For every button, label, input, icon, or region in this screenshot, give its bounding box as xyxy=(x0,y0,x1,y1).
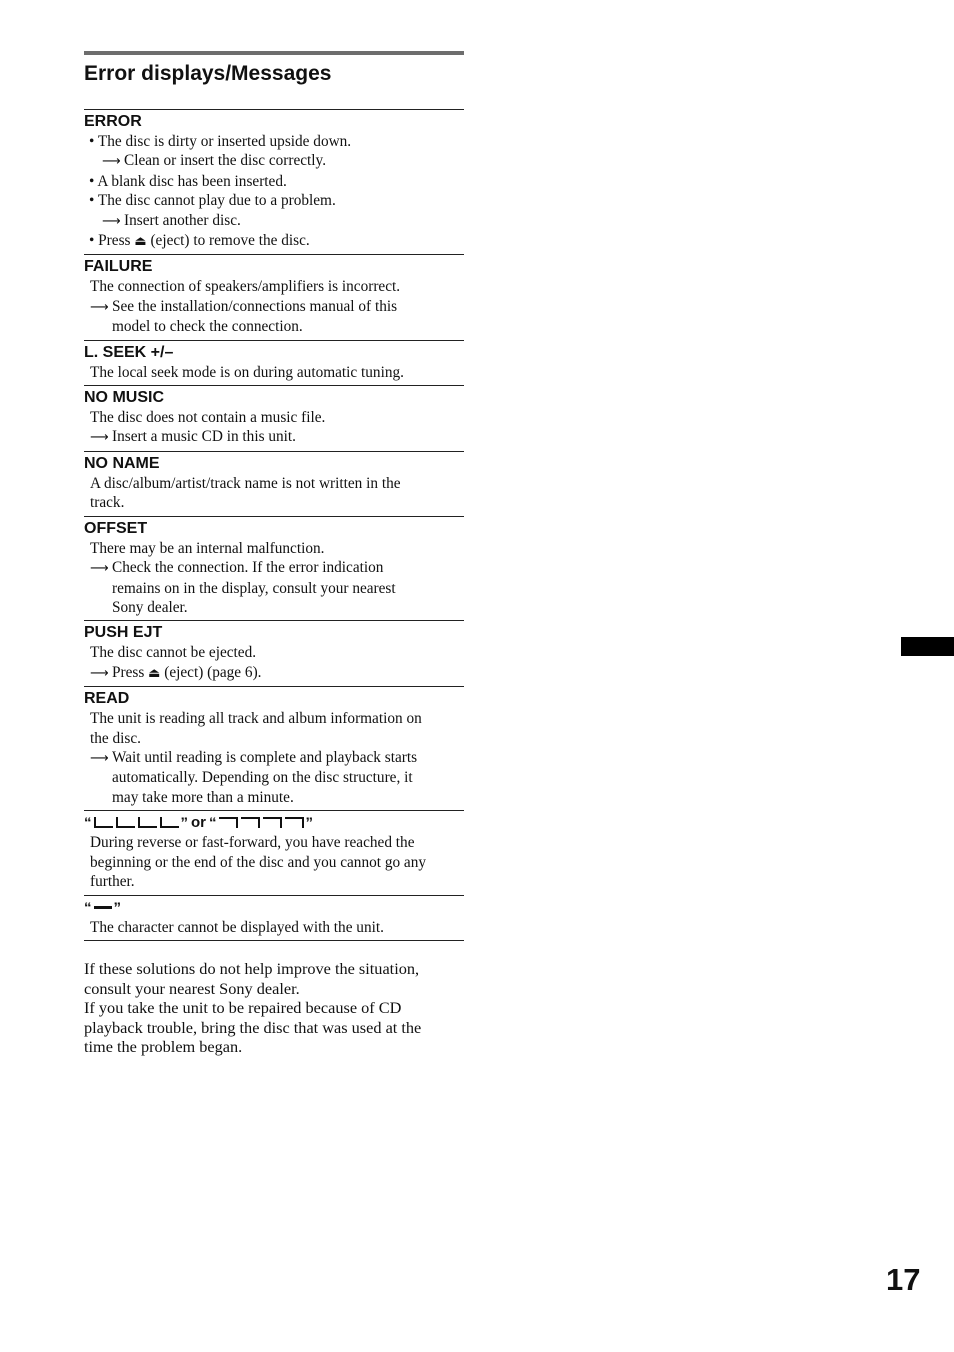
description-line: the disc. xyxy=(90,729,141,747)
description-line: A disc/album/artist/track name is not written in the xyxy=(90,474,401,492)
solution-line: model to check the connection. xyxy=(112,318,303,336)
page-number: 17 xyxy=(886,1262,921,1297)
entry-read xyxy=(84,686,464,810)
entry-end-of-disc xyxy=(84,810,464,894)
cause-line: • The disc is dirty or inserted upside down. xyxy=(89,133,352,150)
description-line: The character cannot be displayed with the unit. xyxy=(90,918,384,936)
entry-lseek xyxy=(84,340,464,385)
end-of-disc-segment-icon xyxy=(219,817,304,828)
right-arrow-icon: ⟶ xyxy=(90,665,109,681)
undisplayable-char-icon xyxy=(94,906,112,909)
right-arrow-icon: ⟶ xyxy=(102,213,121,229)
right-arrow-icon: ⟶ xyxy=(102,154,121,170)
section-side-tab xyxy=(901,637,954,656)
top-rule xyxy=(84,51,464,55)
solution-line: ⟶ Press ⏏ (eject) (page 6). xyxy=(84,663,464,683)
entry-error xyxy=(84,109,464,254)
right-arrow-icon: ⟶ xyxy=(90,561,109,577)
entry-noname xyxy=(84,451,464,516)
entry-code: NO NAME xyxy=(84,454,160,472)
solution-line: ⟶ Check the connection. If the error indication xyxy=(84,558,464,578)
entry-offset xyxy=(84,516,464,621)
cause-line: • Press ⏏ (eject) to remove the disc. xyxy=(89,232,310,250)
description-line: The disc cannot be ejected. xyxy=(90,644,257,662)
start-of-disc-segment-icon xyxy=(94,817,179,828)
solution-line: may take more than a minute. xyxy=(112,788,294,806)
eject-icon: ⏏ xyxy=(134,234,147,250)
description-line: The local seek mode is on during automatic tuning. xyxy=(90,363,404,381)
entry-code: FAILURE xyxy=(84,258,153,276)
entry-code: ERROR xyxy=(84,113,142,130)
description-line: track. xyxy=(90,494,125,512)
cause-line: • A blank disc has been inserted. xyxy=(89,172,287,190)
entry-code: PUSH EJT xyxy=(84,624,163,642)
solution-line: ⟶ Wait until reading is complete and playback starts xyxy=(84,748,464,768)
description-line: During reverse or fast-forward, you have reached the xyxy=(90,834,415,852)
right-arrow-icon: ⟶ xyxy=(90,750,109,766)
entry-undisplayable xyxy=(84,895,464,942)
entry-code-glyphs: “ ” xyxy=(84,898,121,916)
right-arrow-icon: ⟶ xyxy=(90,299,109,315)
description-line: The disc does not contain a music file. xyxy=(90,409,326,427)
or-label: or xyxy=(191,814,206,832)
page-title: Error displays/Messages xyxy=(84,62,332,85)
solution-line: automatically. Depending on the disc structure, it xyxy=(112,769,413,787)
entry-failure xyxy=(84,254,464,339)
entry-pushejt xyxy=(84,620,464,686)
description-line: There may be an internal malfunction. xyxy=(90,539,325,557)
entry-code-glyphs: “ ” or “ ” xyxy=(84,814,313,832)
entry-code: READ xyxy=(84,690,130,708)
right-arrow-icon: ⟶ xyxy=(90,430,109,446)
solution-line: ⟶ Insert another disc. xyxy=(84,211,464,231)
description-line: further. xyxy=(90,873,135,891)
closing-paragraph: If these solutions do not help improve the situation, consult your nearest Sony dealer. If you take the unit to be repaired because of CD playback trouble, bring the disc that was used at the time the problem began. xyxy=(84,959,422,1057)
eject-icon: ⏏ xyxy=(148,665,161,681)
entry-code: L. SEEK +/– xyxy=(84,343,174,361)
solution-line: Sony dealer. xyxy=(112,598,188,616)
entry-code: OFFSET xyxy=(84,519,148,537)
solution-line: ⟶ Clean or insert the disc correctly. xyxy=(84,151,464,171)
description-line: The connection of speakers/amplifiers is incorrect. xyxy=(90,278,401,296)
entry-nomusic xyxy=(84,385,464,451)
content-column xyxy=(84,51,464,1057)
solution-line: remains on in the display, consult your nearest xyxy=(112,579,396,597)
entry-code: NO MUSIC xyxy=(84,389,164,407)
description-line: beginning or the end of the disc and you cannot go any xyxy=(90,853,427,871)
cause-line: • The disc cannot play due to a problem. xyxy=(89,192,336,210)
solution-line: ⟶ See the installation/connections manual of this xyxy=(84,297,464,317)
description-line: The unit is reading all track and album information on xyxy=(90,710,422,728)
solution-line: ⟶ Insert a music CD in this unit. xyxy=(84,427,464,447)
